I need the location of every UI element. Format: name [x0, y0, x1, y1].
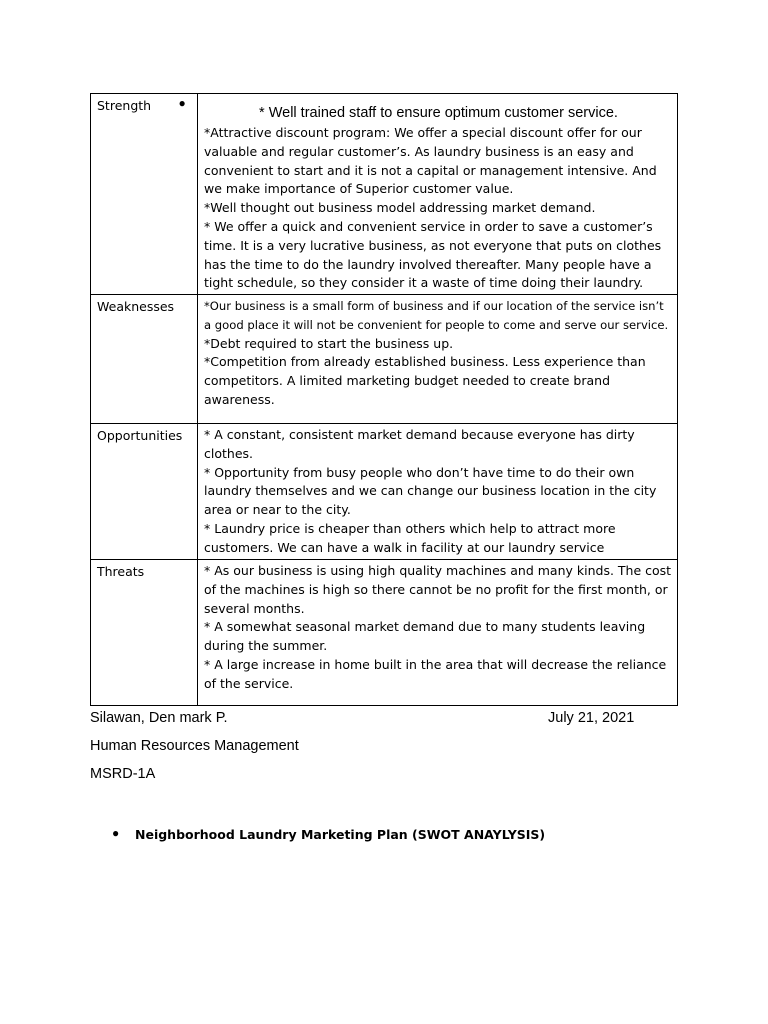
course-name: Human Resources Management [90, 738, 299, 754]
opportunity-line: * A constant, consistent market demand because everyone has dirty clothes. [204, 427, 635, 461]
plan-title: Neighborhood Laundry Marketing Plan (SWOT ANAYLYSIS) [135, 827, 546, 842]
swot-row-weaknesses [91, 295, 678, 424]
threat-line: * A somewhat seasonal market demand due to many students leaving during the summer. [204, 619, 646, 654]
opportunities-label: Opportunities [97, 428, 183, 443]
swot-row-strength [91, 94, 678, 295]
threats-label-cell [91, 560, 198, 706]
swot-table [90, 93, 678, 706]
swot-row-opportunities [91, 424, 678, 560]
strength-line: * Well trained staff to ensure optimum customer service. [259, 105, 618, 121]
threat-line: * As our business is using high quality machines and many kinds. The cost of the machines is high so there cannot be no profit for the first month, or several months. [204, 563, 672, 616]
threat-line: * A large increase in home built in the area that will decrease the reliance of the service. [204, 656, 667, 691]
opportunities-label-cell [91, 424, 198, 560]
bullet-icon: ● [178, 95, 186, 110]
section-code: MSRD-1A [90, 766, 156, 782]
document-date: July 21, 2021 [548, 710, 635, 726]
author-name: Silawan, Den mark P. [90, 710, 228, 726]
threats-content-cell [198, 560, 678, 706]
strength-line: * We offer a quick and convenient service in order to save a customer’s time. It is a very lucrative business, as not everyone that puts on clothes has the time to do the laundry involved thereafter. Many people have a tight schedule, so they consider it a waste of time doing their laundry. [204, 218, 662, 291]
opportunity-line: * Laundry price is cheaper than others which help to attract more customers. We can have a walk in facility at our laundry service [204, 520, 616, 555]
weaknesses-content-cell [198, 295, 678, 424]
weakness-line: *Competition from already established business. Less experience than competitors. A limited marketing budget needed to create brand awareness. [204, 354, 646, 407]
threats-label: Threats [97, 564, 145, 579]
strength-label-cell [91, 94, 198, 295]
strength-label: Strength [97, 98, 152, 113]
strength-line: *Attractive discount program: We offer a special discount offer for our valuable and regular customer’s. As laundry business is an easy and convenient to start and it is not a capital or management intensive. And we make importance of Superior customer value. [204, 125, 657, 197]
weakness-line: *Our business is a small form of business and if our location of the service isn’t a good place it will not be convenient for people to come and serve our service. [204, 299, 669, 332]
strength-line: *Well thought out business model addressing market demand. [204, 200, 596, 216]
opportunities-content-cell [198, 424, 678, 560]
swot-row-threats [91, 560, 678, 706]
weakness-line: *Debt required to start the business up. [204, 335, 454, 351]
strength-content-cell [198, 94, 678, 295]
opportunity-line: * Opportunity from busy people who don’t have time to do their own laundry themselves and we can change our business location in the city area or near to the city. [204, 464, 657, 518]
weaknesses-label-cell [91, 295, 198, 424]
weaknesses-label: Weaknesses [97, 299, 175, 314]
bullet-icon: ● [112, 826, 120, 840]
